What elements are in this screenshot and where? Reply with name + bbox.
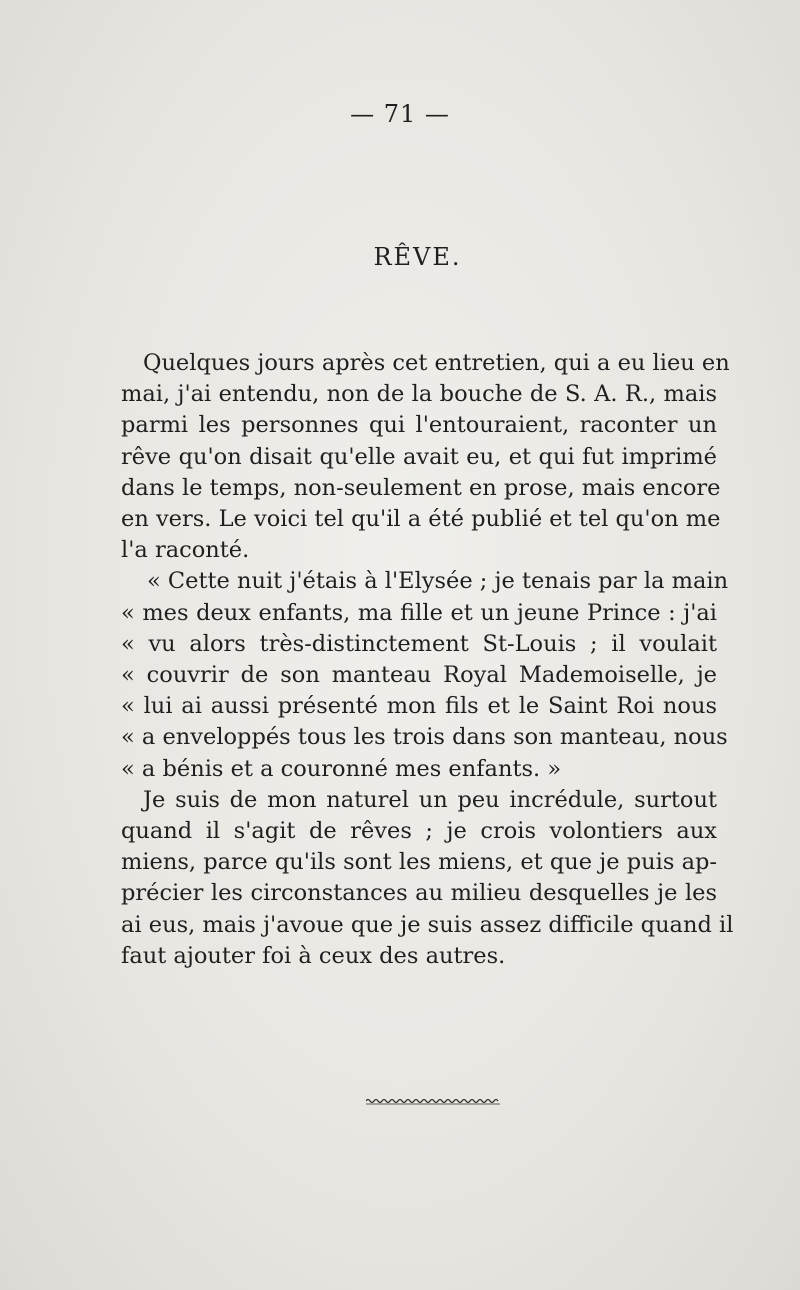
text-line: rêve qu'on disait qu'elle avait eu, et qui fut imprimé: [121, 443, 717, 470]
text-line: Quelques jours après cet entretien, qui a eu lieu en: [143, 350, 730, 376]
text-line: dans le temps, non-seulement en prose, mais encore: [121, 474, 721, 501]
quote-line: « mes deux enfants, ma fille et un jeune Prince : j'ai: [121, 599, 717, 626]
quote-line: « lui ai aussi présenté mon fils et le Saint Roi nous: [121, 693, 717, 720]
text-line: précier les circonstances au milieu desquelles je les: [121, 880, 717, 907]
text-line: parmi les personnes qui l'entouraient, raconter un: [121, 412, 717, 439]
text-line: Je suis de mon naturel un peu incrédule, surtout: [143, 786, 717, 813]
quote-line: « vu alors très-distinctement St-Louis ; il voulait: [121, 630, 717, 657]
text-line: miens, parce qu'ils sont les miens, et que je puis ap-: [121, 849, 717, 876]
quote-line: « Cette nuit j'étais à l'Elysée ; je tenais par la main: [147, 568, 729, 595]
section-title: RÊVE.: [373, 243, 462, 271]
text-line: mai, j'ai entendu, non de la bouche de S. A. R., mais: [121, 381, 717, 408]
quote-line: « couvrir de son manteau Royal Mademoiselle, je: [121, 662, 717, 689]
text-line: quand il s'agit de rêves ; je crois volontiers aux: [121, 818, 717, 845]
text-line: ai eus, mais j'avoue que je suis assez difficile quand il: [121, 911, 734, 938]
text-line: l'a raconté.: [121, 537, 250, 564]
body-text: [121, 348, 734, 972]
wavy-rule-ornament-icon: [366, 1096, 500, 1106]
text-line: en vers. Le voici tel qu'il a été publié et tel qu'on me: [121, 506, 721, 533]
quote-line: « a enveloppés tous les trois dans son manteau, nous: [121, 724, 728, 751]
text-line: faut ajouter foi à ceux des autres.: [121, 942, 506, 969]
quote-line: « a bénis et a couronné mes enfants. »: [121, 755, 562, 782]
page-number: — 71 —: [350, 100, 450, 128]
